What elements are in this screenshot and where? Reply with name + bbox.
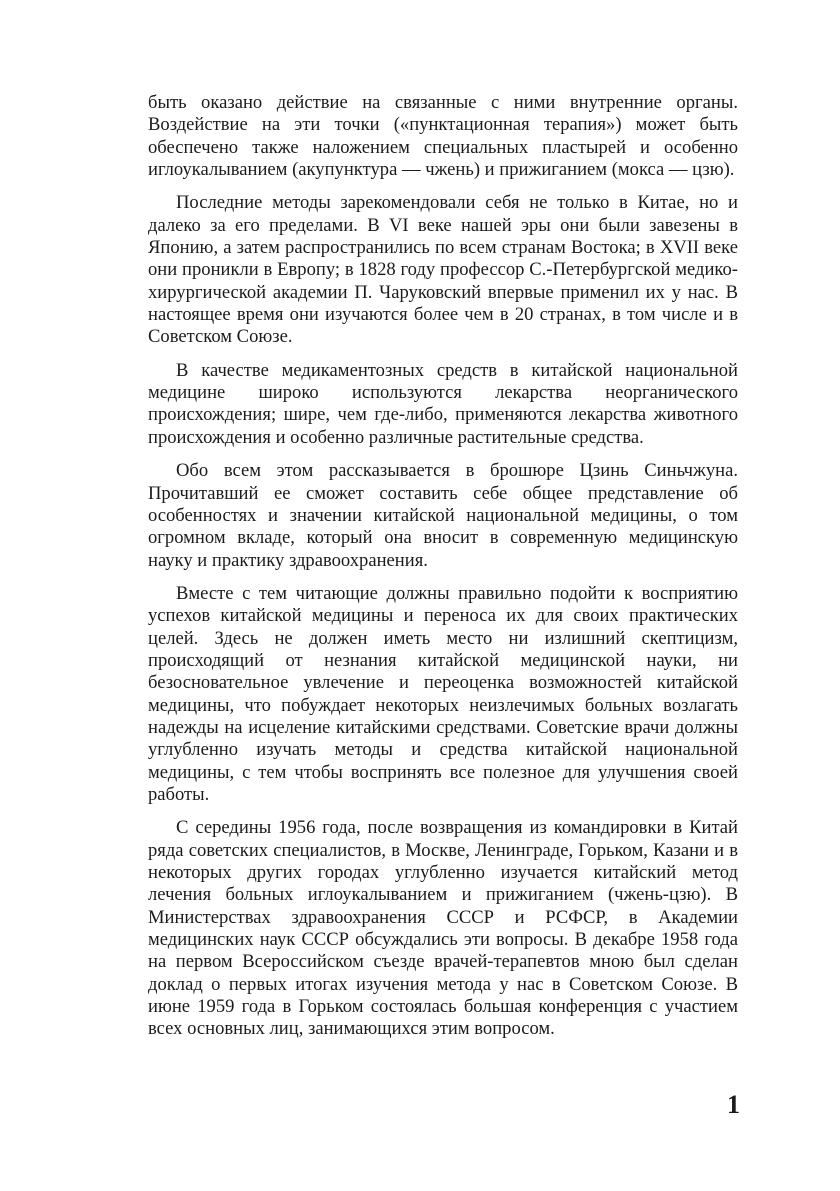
paragraph-3: В качестве медикаментозных средств в китайской национальной медицине широко используются лекарства неорганического происхождения; шире, чем где-либо, применяются лекарства животного происхождения и особенно различные растительные средства.	[148, 359, 738, 448]
paragraph-6: С середины 1956 года, после возвращения из командировки в Китай ряда советских специалистов, в Москве, Ленинграде, Горьком, Казани и в некоторых других городах углубленно изучается китайский метод лечения больных иглоукалыванием и прижиганием (чжень-цзю). В Министерствах здравоохранения СССР и РСФСР, в Академии медицинских наук СССР обсуждались эти вопросы. В декабре 1958 года на первом Всероссийском съезде врачей-терапевтов мною был сделан доклад о первых итогах изучения метода у нас в Советском Союзе. В июне 1959 года в Горьком состоялась большая конференция с участием всех основных лиц, занимающихся этим вопросом.	[148, 817, 738, 1040]
paragraph-5: Вместе с тем читающие должны правильно подойти к восприятию успехов китайской медицины и переноса их для своих практических целей. Здесь не должен иметь место ни излишний скептицизм, происходящий от незнания китайской медицинской науки, ни безосновательное увлечение и переоценка возможностей китайской медицины, что побуждает некоторых неизлечимых больных возлагать надежды на исцеление китайскими средствами. Советские врачи должны углубленно изучать методы и средства китайской национальной медицины, с тем чтобы воспринять все полезное для улучшения своей работы.	[148, 582, 738, 805]
text-body	[148, 92, 738, 1052]
page-number: 1	[727, 1090, 740, 1119]
paragraph-1: быть оказано действие на связанные с ними внутренние органы. Воздействие на эти точки («пунктационная терапия») может быть обеспечено также наложением специальных пластырей и особенно иглоукалыванием (акупунктура — чжень) и прижиганием (мокса — цзю).	[148, 92, 738, 181]
paragraph-2: Последние методы зарекомендовали себя не только в Китае, но и далеко за его пределами. В VI веке нашей эры они были завезены в Японию, а затем распространились по всем странам Востока; в XVII веке они проникли в Европу; в 1828 году профессор С.-Петербургской медико-хирургической академии П. Чаруковский впервые применил их у нас. В настоящее время они изучаются более чем в 20 странах, в том числе и в Советском Союзе.	[148, 192, 738, 348]
paragraph-4: Обо всем этом рассказывается в брошюре Цзинь Синьчжуна. Прочитавший ее сможет составить себе общее представление об особенностях и значении китайской национальной медицины, о том огромном вкладе, который она вносит в современную медицинскую науку и практику здравоохранения.	[148, 460, 738, 571]
